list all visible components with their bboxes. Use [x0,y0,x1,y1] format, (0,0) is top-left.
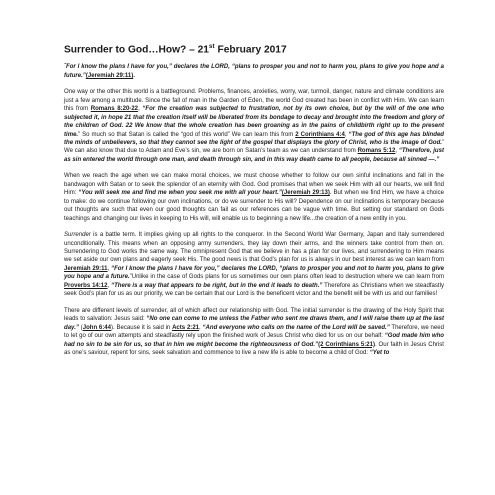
title-superscript: st [208,43,215,50]
paragraph [64,231,444,299]
scripture-quote: that the creation itself will be liberated from its bondage to decay and brought into the freedom and glory of the children of God. [64,114,444,130]
scripture-quote: “You will seek me and find me when you seek me with all your heart.” [78,190,282,197]
scripture-quote: “There is a way that appears to be right, but in the end it leads to death.” [111,282,323,289]
scripture-quote: ORD [262,265,276,272]
scripture-reference: (Jeremiah 29:11) [85,72,134,79]
title-main: Surrender to God…How? – 21 [64,44,209,56]
text-run: ). Because it is said in [111,324,173,331]
scripture-reference: Proverbs 14:12 [64,282,108,289]
text-run: , [344,131,349,138]
text-run: One way or the other this world is a battleground. Problems, finances, anxieties, worry, war, turmoil, danger, nature and climate conditions are just a few among a multitude. Since the fall of man in the Garden of Eden, the world God created has been in conflict with Him. We can learn this from [64,89,444,113]
document-page [64,40,444,365]
scripture-quote: “God made him who had no sin to be sin for us, so that in him we might become the righteousness of God.” [64,333,444,348]
text-run: . But when we find Him, we have a choice to make: do we continue following our own inclinations, or do we surrender to His will? Dependence on our inclinations is temporary because out thoughts are such that even our good thoughts can fail as our references can be vague with time. But setting our standard on Gods teachings and changing our lives in keeping to His will, will enable us to beginning a new life...the creation of a new entity in you. [64,190,444,222]
scripture-quote: “Therefore, just as sin entered the world through one man, and death through sin, and in this way death came to all people, because all sinned —.” [64,148,444,163]
title-end: February 2017 [214,44,287,56]
scripture-reference: (Jeremiah 29:13) [281,190,330,197]
page-title [64,40,444,56]
scripture-reference: Acts 2:21 [172,324,200,331]
scripture-reference: John 6:44 [82,324,112,331]
scripture-quote: “No one can come to me unless the Father who sent me draws them, and I will raise them up at the last day.” [64,316,445,331]
text-run: , [138,106,143,113]
text-run: ”Unlike in the case of Gods plans for us sometimes our own plans often lead to destruction where we can learn from [129,274,444,281]
scripture-quote: “For the creation was subjected to frustration, not by its own choice, but by the will of the one who subjected it, in hope [64,106,444,121]
text-run: ” We can also know that due to Adam and Eve’s sin, we are born on Satan’s team as we can understand from [64,140,444,155]
scripture-reference: 2 Corinthians 4:4 [295,131,345,138]
text-run: , [395,148,399,155]
text-run: , [107,265,112,272]
scripture-quote: We know that the whole creation has been groaning as in the pains of childbirth right up to the present time. [64,123,444,138]
document-body [64,63,444,357]
paragraph [64,63,444,80]
scripture-reference: Romans 5:12 [357,148,396,155]
paragraph [64,172,444,223]
text-run: ( [78,324,83,331]
scripture-quote: ˆFor I know the plans I have for you,” declares the L [64,64,215,71]
scripture-quote: “Yet to [369,349,390,356]
text-run: . [133,72,135,79]
scripture-reference: Jeremiah 29:11 [64,265,108,272]
scripture-quote: “The god of this age has blinded the minds of unbelievers, so that they cannot see the light of the gospel that displays the glory of Christ, who is the image of God. [64,131,444,147]
scripture-quote: , “plans to prosper you and not to harm you, plans to give you hope and a future.” [64,64,444,79]
scripture-quote: “For I know the plans I have for you,” declares the L [111,265,263,272]
paragraph [64,307,444,358]
text-run: Surrender [64,232,91,239]
scripture-reference: (2 Corinthians 5:21) [318,341,375,348]
text-run: Therefore, we need to let go of our own attempts and steadfastly rely upon the finished work of Jesus Christ who died for us on our behalf: [64,324,444,340]
text-run: There are different levels of surrender, all of which affect our relationship with God. The initial surrender is the drawing of the Holy Spirit that leads to salvation: Jesus said: [64,307,444,323]
text-run: ” So much so that Satan is called the “god of this world” We can learn this from [78,131,296,138]
text-run: , [199,324,203,331]
text-run: is a battle term. It implies giving up all rights to the conqueror. In the Second World War Germany, Japan and Italy surrendered unconditionally. This means when an opposing army surrenders, they lay down their arms, and the winners take control from then on. Surrendering to God works the same way. The omnipresent God that we believe in has a plan for our lives, and surrendering to Him means we set aside our own plans and eagerly seek His. The good news is that God’s plan for us is always in our best interest as we can learn from [64,232,444,264]
paragraph [64,88,444,164]
scripture-quote: 21 [124,114,132,121]
text-run: , [107,282,112,289]
scripture-quote: 22 [125,123,133,130]
text-run: . Our faith in Jesus Christ as one’s saviour, repent for sins, seek salvation and commence to live a new life is able to become a child of God: [64,341,444,356]
text-run: When we reach the age when we can make moral choices, we must choose whether to follow our own sinful inclinations and fall in the bandwagon with Satan or to seek the splendor of an eternity with God. God promises that when we seek Him with all our hearts, we will find Him: [64,173,444,197]
scripture-quote: “And everyone who calls on the name of the Lord will be saved.” [202,324,390,331]
scripture-reference: Romans 8:20-22 [90,106,139,113]
scripture-quote: ORD [214,64,229,71]
text-run: Therefore as Christians when we steadfastly seek God’s plan for us as our priority, we can be certain that our Lord is the beneficent victor and the benefit will be with us and our families! [64,282,444,298]
scripture-quote: , “plans to prosper you and not to harm you, plans to give you hope and a future. [64,265,444,281]
